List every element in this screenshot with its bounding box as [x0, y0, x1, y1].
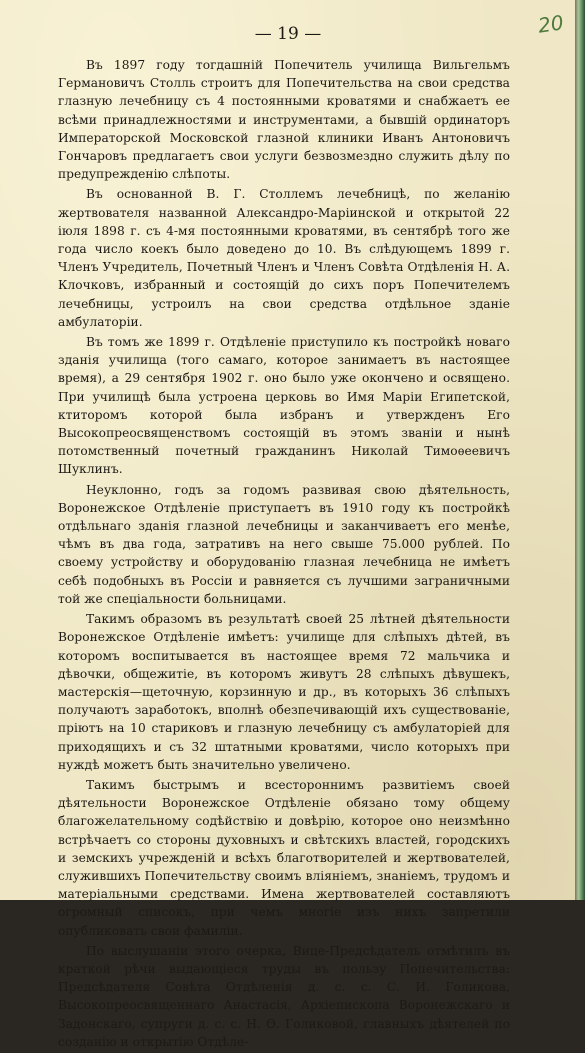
paragraph: Такимъ образомъ въ результатѣ своей 25 лѣтней дѣятельности Воронежское Отдѣленіе имѣетъ: училище для слѣпыхъ дѣтей, въ которомъ воспитывается въ настоящее время 72 мальчика и дѣвочки, общежитіе, въ которомъ живутъ 28 слѣпыхъ дѣвушекъ, мастерскія—щеточную, корзинную и др., въ которыхъ 36 слѣпыхъ получаютъ заработокъ, вполнѣ обезпечивающій ихъ существованіе, пріютъ на 10 стариковъ и глазную лечебницу съ амбулаторіей для приходящихъ и съ 32 штатными кроватями, число которыхъ при нуждѣ можетъ быть значительно увеличено. — [58, 612, 510, 772]
paragraph: Въ томъ же 1899 г. Отдѣленіе приступило къ постройкѣ новаго зданія училища (того самаго, которое занимаетъ въ настоящее время), а 29 сентября 1902 г. оно было уже окончено и освящено. При училищѣ была устроена церковь во Имя Маріи Египетской, ктиторомъ которой была избранъ и утвержденъ Его Высокопреосвященствомъ состоящій въ этомъ званіи и нынѣ потомственный почетный гражданинъ Николай Тимоѳеевичъ Шуклинъ. — [58, 335, 510, 477]
handwritten-page-annotation: 20 — [536, 10, 565, 38]
paragraph: Въ 1897 году тогдашній Попечитель училища Вильгельмъ Германовичъ Столль строитъ для Попечительства на свои средства глазную лечебницу съ 4 постоянными кроватями и снабжаетъ ее всѣми принадлежностями и инструментами, а бывшій ординаторъ Императорской Московской глазной клиники Иванъ Антоновичъ Гончаровъ предлагаетъ свои услуги безвозмездно служить дѣлу по предупрежденію слѣпоты. — [58, 58, 510, 182]
book-binding-edge — [575, 0, 585, 900]
body-text — [58, 56, 510, 1053]
page-number — [0, 24, 576, 44]
page-number-text: — 19 — — [254, 24, 322, 44]
paragraph: По выслушаніи этого очерка, Вице-Предсѣдатель отмѣтилъ въ краткой рѣчи выдающіеся труды въ пользу Попечительства: Предсѣдателя Совѣта Отдѣленія д. с. с. С. И. Голикова, Высокопреосвященнаго Анастасія, Архіепископа Воронежскаго и Задонскаго, супруги д. с. с. Н. Ѳ. Голиковой, главныхъ дѣятелей по созданію и открытію Отдѣле- — [58, 943, 510, 1049]
paragraph: Такимъ быстрымъ и всестороннимъ развитіемъ своей дѣятельности Воронежское Отдѣленіе обязано тому общему благожелательному содѣйствію и довѣрію, которое оно неизмѣнно встрѣчаетъ со стороны духовныхъ и свѣтскихъ властей, городскихъ и земскихъ учрежденій и всѣхъ благотворителей и жертвователей, служившихъ Попечительству своимъ вліяніемъ, знаніемъ, трудомъ и матеріальными средствами. Имена жертвователей составляютъ огромный списокъ, при чемъ многіе изъ нихъ запретили опубликовать свои фамиліи. — [58, 777, 510, 938]
paragraph: Въ основанной В. Г. Столлемъ лечебницѣ, по желанію жертвователя названной Александро-Маріинской и открытой 22 іюля 1898 г. съ 4-мя постоянными кроватями, въ сентябрѣ того же года число коекъ было доведено до 10. Въ слѣдующемъ 1899 г. Членъ Учредитель, Почетный Членъ и Членъ Совѣта Отдѣленія Н. А. Клочковъ, избранный и состоящій до сихъ поръ Попечителемъ лечебницы, устроилъ на свои средства отдѣльное зданіе амбулаторіи. — [58, 187, 510, 329]
paragraph: Неуклонно, годъ за годомъ развивая свою дѣятельность, Воронежское Отдѣленіе приступаетъ въ 1910 году къ постройкѣ отдѣльнаго зданія глазной лечебницы и заканчиваетъ его менѣе, чѣмъ въ два года, затративъ на него свыше 75.000 рублей. По своему устройству и оборудованію глазная лечебница не имѣетъ себѣ подобныхъ въ Россіи и равняется съ лучшими заграничными той же спеціальности больницами. — [58, 482, 510, 606]
